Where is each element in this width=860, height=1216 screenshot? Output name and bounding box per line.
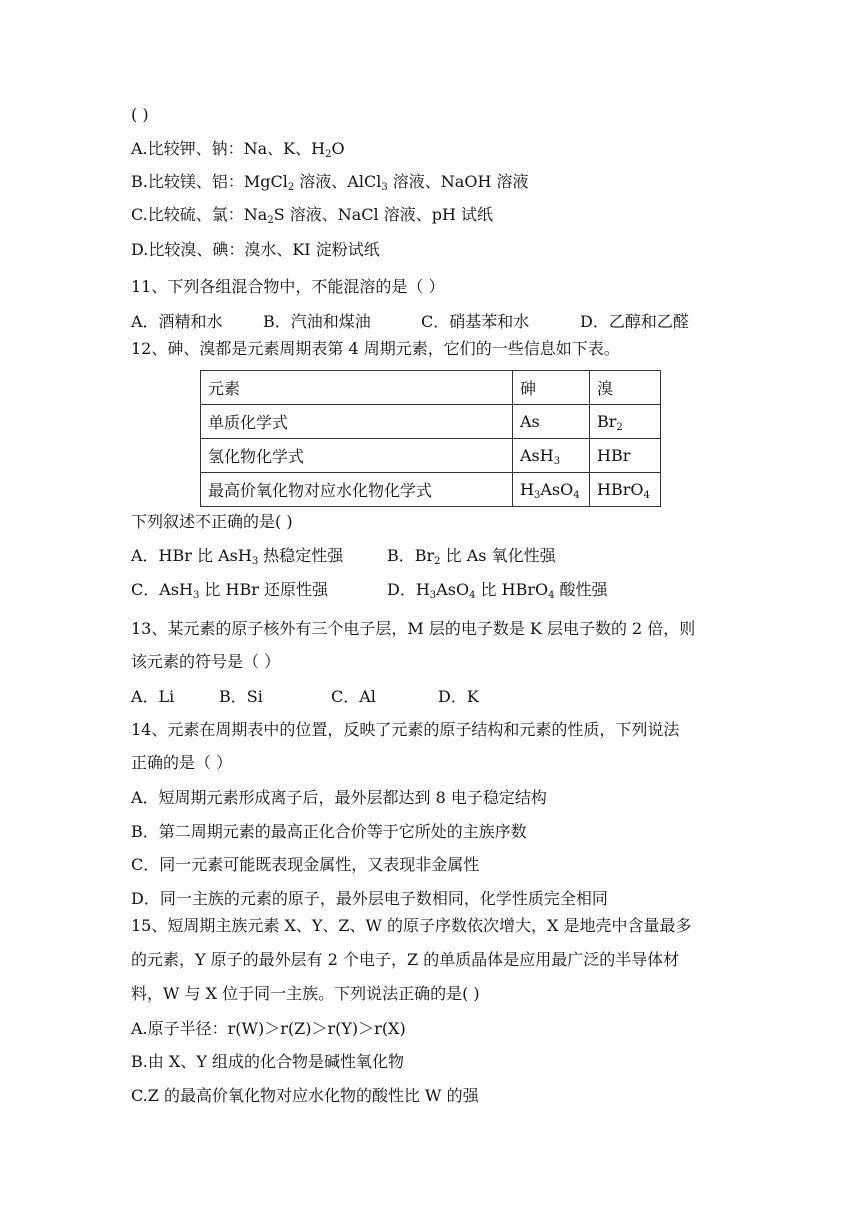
- q12-prompt: 下列叙述不正确的是( ): [131, 512, 293, 531]
- q15-option-a: A.原子半径：r(W)＞r(Z)＞r(Y)＞r(X): [131, 1019, 406, 1038]
- q15-option-c: C.Z 的最高价氧化物对应水化物的酸性比 W 的强: [131, 1086, 479, 1105]
- q12-stem: 12、砷、溴都是元素周期表第 4 周期元素，它们的一些信息如下表。: [131, 339, 620, 358]
- q10-option-c: C.比较硫、氯：$Na_2S$ 溶液、NaCl 溶液、pH 试纸: [131, 205, 494, 226]
- table-cell: 溴: [590, 371, 661, 405]
- table-cell: 单质化学式: [201, 405, 513, 439]
- q14-stem-line2: 正确的是（ ）: [131, 753, 233, 772]
- q14-option-b: B．第二周期元素的最高正化合价等于它所处的主族序数: [131, 822, 527, 841]
- q14-option-a: A．短周期元素形成离子后，最外层都达到 8 电子稳定结构: [131, 788, 547, 807]
- q13-option-c: C．Al: [331, 687, 376, 706]
- q11-option-c: C．硝基苯和水: [421, 312, 530, 331]
- q14-stem-line1: 14、元素在周期表中的位置，反映了元素的原子结构和元素的性质，下列说法: [131, 720, 680, 739]
- q11-stem: 11、下列各组混合物中，不能混溶的是（ ）: [131, 277, 445, 296]
- q12-option-a: A．HBr 比 AsH$_3$ 热稳定性强: [131, 546, 344, 567]
- q10-option-a: A.比较钾、钠：Na、K、$H_2O$: [131, 139, 345, 160]
- q12-option-d: D．$H_3AsO_4$ 比 HBrO$_4$ 酸性强: [387, 580, 608, 601]
- q15-option-b: B.由 X、Y 组成的化合物是碱性氧化物: [131, 1052, 404, 1071]
- table-cell: HBrO$_4$: [590, 473, 661, 507]
- q13-option-d: D．K: [438, 687, 479, 706]
- table-header-row: [201, 371, 661, 405]
- q12-option-b: B．$Br_2$ 比 As 氧化性强: [387, 546, 556, 567]
- q10-option-d: D.比较溴、碘：溴水、KI 淀粉试纸: [131, 240, 380, 259]
- table-cell: 砷: [513, 371, 590, 405]
- table-cell: 元素: [201, 371, 513, 405]
- table-cell: 氢化物化学式: [201, 439, 513, 473]
- q10-answer-paren: ( ): [131, 105, 149, 124]
- table-cell: AsH$_3$: [513, 439, 590, 473]
- q11-option-b: B．汽油和煤油: [263, 312, 371, 331]
- table-cell: As: [513, 405, 590, 439]
- table-cell: $H_3AsO_4$: [513, 473, 590, 507]
- q11-option-a: A．酒精和水: [131, 312, 223, 331]
- table-cell: 最高价氧化物对应水化物化学式: [201, 473, 513, 507]
- q13-stem-line1: 13、某元素的原子核外有三个电子层，M 层的电子数是 K 层电子数的 2 倍，则: [131, 619, 696, 638]
- q15-stem-line3: 料，W 与 X 位于同一主族。下列说法正确的是( ): [131, 984, 480, 1003]
- table-row: [201, 405, 661, 439]
- table-cell: HBr: [590, 439, 661, 473]
- q14-option-d: D．同一主族的元素的原子，最外层电子数相同，化学性质完全相同: [131, 889, 608, 908]
- q12-option-c: C．AsH$_3$ 比 HBr 还原性强: [131, 580, 328, 601]
- q13-option-a: A．Li: [131, 687, 175, 706]
- table-row: [201, 473, 661, 507]
- q11-option-d: D．乙醇和乙醛: [580, 312, 689, 331]
- q14-option-c: C．同一元素可能既表现金属性，又表现非金属性: [131, 855, 480, 874]
- q13-stem-line2: 该元素的符号是（ ）: [131, 652, 281, 671]
- q10-option-b: B.比较镁、铝：MgCl$_2$ 溶液、AlCl$_3$ 溶液、NaOH 溶液: [131, 172, 529, 193]
- q13-option-b: B．Si: [219, 687, 263, 706]
- q15-stem-line1: 15、短周期主族元素 X、Y、Z、W 的原子序数依次增大，X 是地壳中含量最多: [131, 916, 692, 935]
- q12-element-table: [200, 370, 661, 507]
- table-cell: $Br_2$: [590, 405, 661, 439]
- table-row: [201, 439, 661, 473]
- q15-stem-line2: 的元素，Y 原子的最外层有 2 个电子，Z 的单质晶体是应用最广泛的半导体材: [131, 950, 680, 969]
